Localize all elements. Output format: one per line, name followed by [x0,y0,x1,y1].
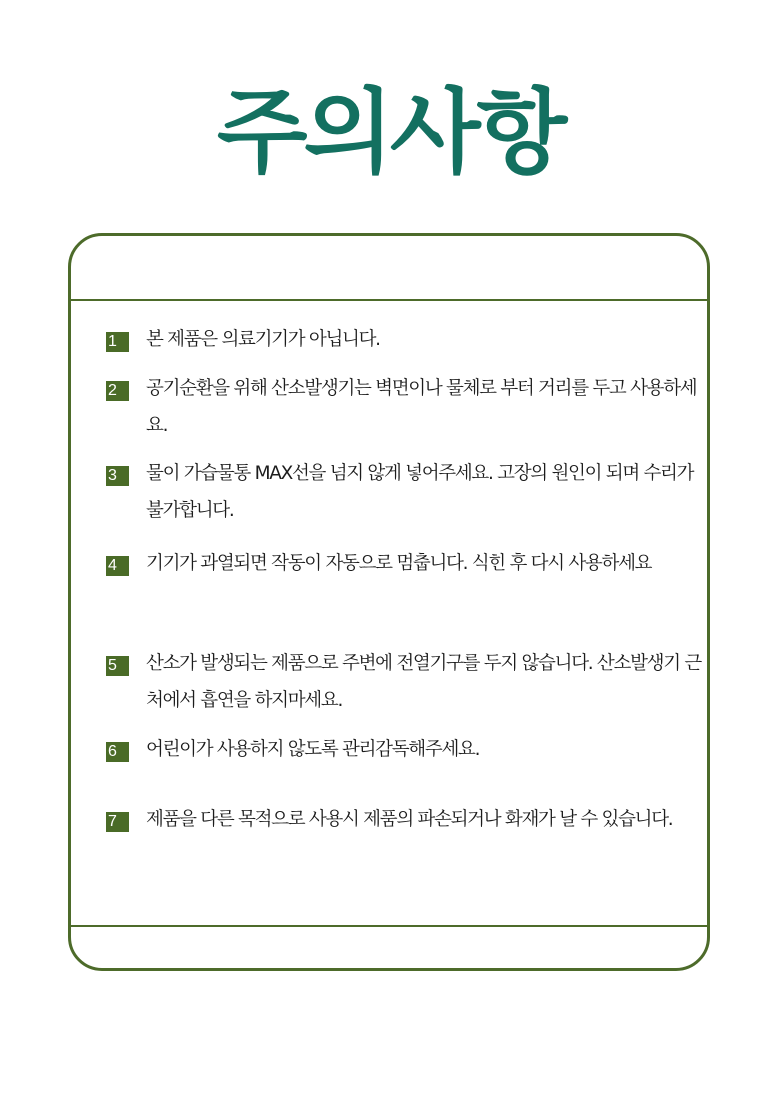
item-text: 제품을 다른 목적으로 사용시 제품의 파손되거나 화재가 날 수 있습니다. [146,809,673,830]
notice-card [68,233,710,971]
divider-top [71,299,707,301]
item-text: 본 제품은 의료기기가 아닙니다. [146,329,380,350]
item-number-badge: 6 [106,742,129,762]
item-text: 산소가 발생되는 제품으로 주변에 전열기구를 두지 않습니다. 산소발생기 근처에서 흡연을 하지마세요. [146,653,701,711]
item-number-badge: 3 [106,466,129,486]
item-number-badge: 1 [106,332,129,352]
item-text: 기기가 과열되면 작동이 자동으로 멈춥니다. 식힌 후 다시 사용하세요 [146,553,652,574]
item-text: 공기순환을 위해 산소발생기는 벽면이나 물체로 부터 거리를 두고 사용하세요. [146,378,697,436]
page-title: 주의사항 [216,79,564,186]
item-number-badge: 4 [106,556,129,576]
divider-bottom [71,925,707,927]
item-number-badge: 2 [106,381,129,401]
item-number-badge: 7 [106,812,129,832]
item-text: 어린이가 사용하지 않도록 관리감독해주세요. [146,739,480,760]
item-text: 물이 가습물통 MAX선을 넘지 않게 넣어주세요. 고장의 원인이 되며 수리가 불가합니다. [146,463,694,521]
item-number-badge: 5 [106,656,129,676]
